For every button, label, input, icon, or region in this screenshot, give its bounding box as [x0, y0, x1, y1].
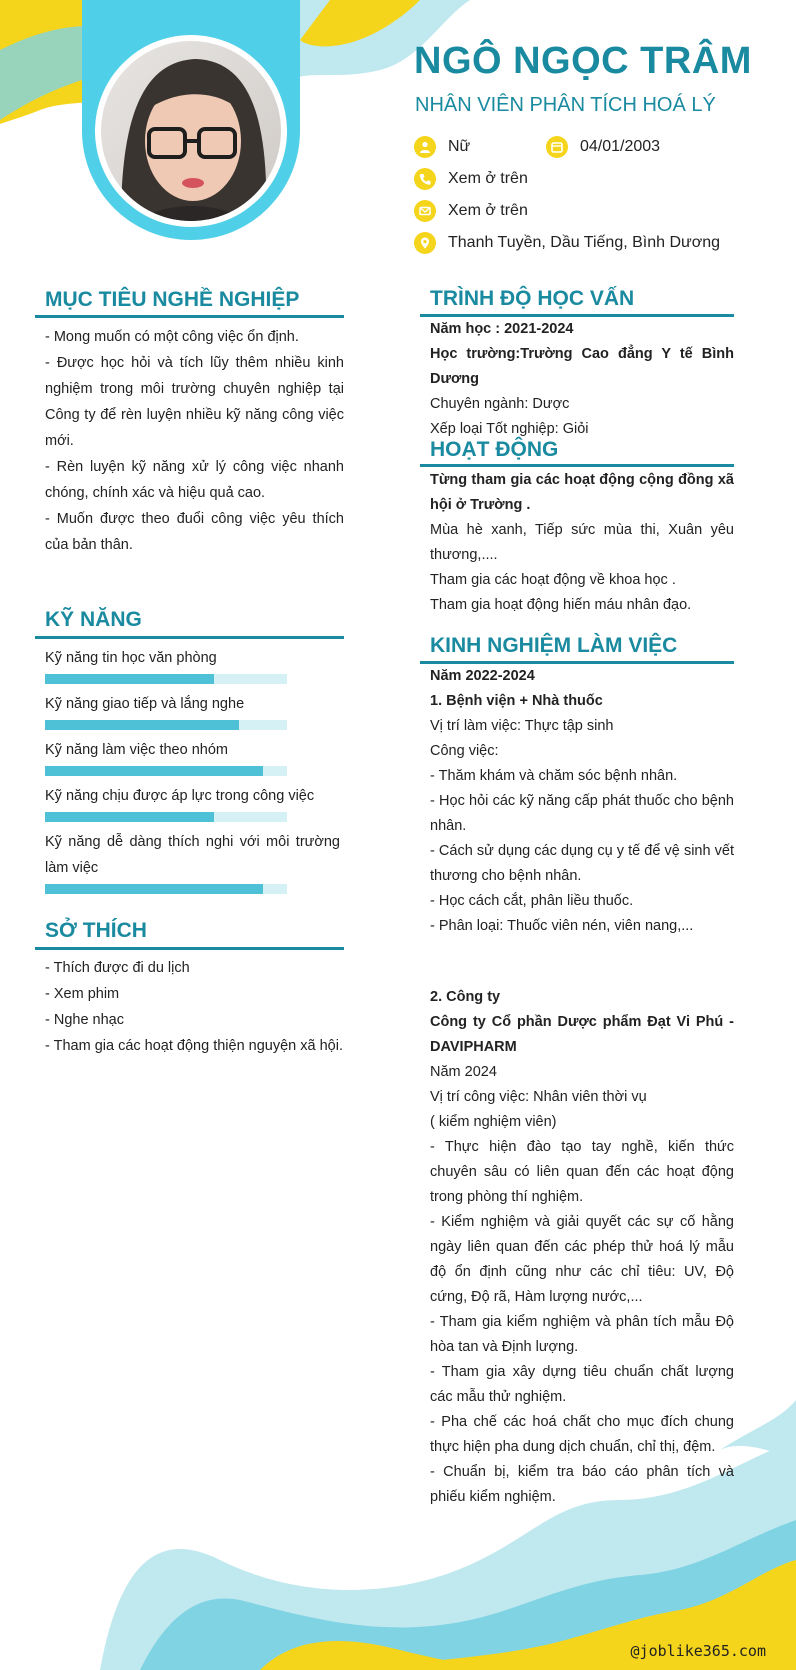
education-school: Học trường:Trường Cao đẳng Y tế Bình Dương: [430, 346, 734, 387]
objective-paragraph: - Được học hỏi và tích lũy thêm nhiều kinh nghiệm trong môi trường chuyên nghiệp tại Công ty để rèn luyện nhiều kỹ năng công việc mới.: [45, 355, 344, 449]
hobby-item: - Nghe nhạc: [45, 1012, 124, 1028]
job1-tasks-label: Công việc:: [430, 743, 499, 759]
contact-gender: [414, 136, 470, 158]
gender-value: Nữ: [448, 138, 471, 155]
job1-place: 1. Bệnh viện + Nhà thuốc: [430, 693, 603, 709]
job2-heading: 2. Công ty: [430, 989, 501, 1005]
job1-task: - Cách sử dụng các dụng cụ y tế để vệ sinh vết thương cho bệnh nhân.: [430, 843, 734, 884]
envelope-icon: [414, 200, 436, 222]
contact-phone: [414, 168, 528, 190]
activities-content: [430, 468, 734, 618]
skill-item: [45, 829, 340, 894]
objective-paragraph: - Mong muốn có một công việc ổn định.: [45, 329, 299, 345]
skill-label: Kỹ năng làm việc theo nhóm: [45, 742, 228, 758]
skill-label: Kỹ năng chịu được áp lực trong công việc: [45, 788, 315, 804]
skill-bar: [45, 674, 287, 684]
job2-task: - Thực hiện đào tạo tay nghề, kiến thức chuyên sâu có liên quan đến các hoạt động trong phòng thí nghiệm.: [430, 1139, 734, 1205]
phone-icon: [414, 168, 436, 190]
hobbies-list: [45, 955, 344, 1059]
education-major: Chuyên ngành: Dược: [430, 396, 570, 412]
skill-bar: [45, 766, 287, 776]
skill-bar-fill: [45, 674, 214, 684]
activities-heading: Từng tham gia các hoạt động cộng đồng xã hội ở Trường .: [430, 472, 734, 513]
skill-label: Kỹ năng giao tiếp và lắng nghe: [45, 696, 245, 712]
job2-position-note: ( kiểm nghiệm viên): [430, 1114, 557, 1130]
skill-item: [45, 783, 340, 822]
contact-address: [414, 232, 720, 254]
footer-credit: @joblike365.com: [630, 1642, 766, 1660]
hobbies-divider: [35, 947, 344, 950]
avatar: [101, 41, 281, 221]
skill-item: [45, 645, 340, 684]
candidate-name: NGÔ NGỌC TRÂM: [414, 40, 752, 82]
skill-bar: [45, 884, 287, 894]
activity-item: Tham gia các hoạt động về khoa học .: [430, 572, 676, 588]
experience-job-1: [430, 664, 734, 939]
job1-task: - Học cách cắt, phân liều thuốc.: [430, 893, 634, 909]
skill-label: Kỹ năng dễ dàng thích nghi với môi trường làm việc: [45, 834, 340, 876]
job2-position: Vị trí công việc: Nhân viên thời vụ: [430, 1089, 647, 1105]
location-pin-icon: [414, 232, 436, 254]
hobby-item: - Thích được đi du lịch: [45, 960, 190, 976]
activities-divider: [420, 464, 734, 467]
activity-item: Mùa hè xanh, Tiếp sức mùa thi, Xuân yêu thương,....: [430, 522, 734, 563]
contact-email: [414, 200, 528, 222]
skills-title: KỸ NĂNG: [45, 608, 142, 631]
skill-bar: [45, 812, 287, 822]
objective-divider: [35, 315, 344, 318]
education-content: [430, 317, 734, 442]
skills-divider: [35, 636, 344, 639]
job2-year: Năm 2024: [430, 1064, 497, 1080]
skill-bar-fill: [45, 812, 214, 822]
job-title: NHÂN VIÊN PHÂN TÍCH HOÁ LÝ: [415, 94, 716, 116]
objective-title: MỤC TIÊU NGHỀ NGHIỆP: [45, 288, 300, 311]
skill-bar-fill: [45, 884, 263, 894]
skill-item: [45, 691, 340, 730]
address-value: Thanh Tuyền, Dầu Tiếng, Bình Dương: [448, 234, 721, 251]
job1-period: Năm 2022-2024: [430, 668, 535, 684]
objective-paragraph: - Muốn được theo đuổi công việc yêu thích của bản thân.: [45, 511, 344, 553]
education-year: Năm học : 2021-2024: [430, 321, 574, 337]
phone-value: Xem ở trên: [448, 170, 528, 187]
job1-task: - Thăm khám và chăm sóc bệnh nhân.: [430, 768, 678, 784]
job2-task: - Tham gia kiểm nghiệm và phân tích mẫu Độ hòa tan và Định lượng.: [430, 1314, 734, 1355]
skill-item: [45, 737, 340, 776]
person-icon: [414, 136, 436, 158]
activity-item: Tham gia hoạt động hiến máu nhân đạo.: [430, 597, 692, 613]
job1-position: Vị trí làm việc: Thực tập sinh: [430, 718, 614, 734]
hobbies-title: SỞ THÍCH: [45, 919, 147, 942]
contact-birthday: [546, 136, 660, 158]
skill-bar: [45, 720, 287, 730]
birthday-value: 04/01/2003: [580, 138, 661, 155]
calendar-icon: [546, 136, 568, 158]
job1-task: - Học hỏi các kỹ năng cấp phát thuốc cho bệnh nhân.: [430, 793, 734, 834]
job2-task: - Tham gia xây dựng tiêu chuẩn chất lượng các mẫu thử nghiệm.: [430, 1364, 734, 1405]
education-grade: Xếp loại Tốt nghiệp: Giỏi: [430, 421, 589, 437]
skill-label: Kỹ năng tin học văn phòng: [45, 650, 217, 666]
job2-company: Công ty Cổ phần Dược phẩm Đạt Vi Phú - DAVIPHARM: [430, 1014, 734, 1055]
job2-task: - Kiểm nghiệm và giải quyết các sự cố hằng ngày liên quan đến các phép thử hoá lý mẫu độ ổn định cũng như các chỉ tiêu: UV, Độ cứng, Độ rã, Hàm lượng nước,...: [430, 1214, 734, 1305]
objective-content: [45, 324, 344, 558]
skill-bar-fill: [45, 766, 263, 776]
experience-title: KINH NGHIỆM LÀM VIỆC: [430, 634, 678, 657]
job1-task: - Phân loại: Thuốc viên nén, viên nang,...: [430, 918, 694, 934]
experience-job-2: [430, 985, 734, 1510]
education-title: TRÌNH ĐỘ HỌC VẤN: [430, 287, 635, 310]
objective-paragraph: - Rèn luyện kỹ năng xử lý công việc nhanh chóng, chính xác và hiệu quả cao.: [45, 459, 344, 501]
hobby-item: - Xem phim: [45, 986, 120, 1002]
job2-task: - Chuẩn bị, kiểm tra báo cáo phân tích và phiếu kiểm nghiệm.: [430, 1464, 734, 1505]
email-value: Xem ở trên: [448, 202, 528, 219]
hobby-item: - Tham gia các hoạt động thiện nguyện xã hội.: [45, 1038, 343, 1054]
job2-task: - Pha chế các hoá chất cho mục đích chung thực hiện pha dung dịch chuẩn, chỉ thị, đệm.: [430, 1414, 734, 1455]
skill-bar-fill: [45, 720, 239, 730]
activities-title: HOẠT ĐỘNG: [430, 438, 559, 461]
